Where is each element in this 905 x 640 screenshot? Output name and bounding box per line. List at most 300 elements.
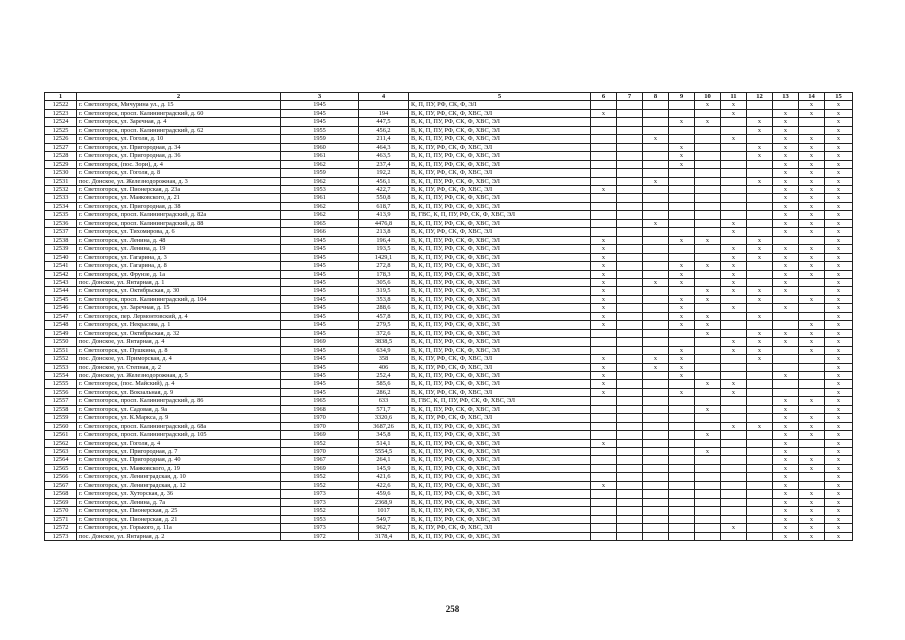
record-id-cell: 12564 — [45, 456, 77, 464]
mark-cell-col-6 — [591, 346, 617, 354]
mark-cell-col-9: x — [669, 262, 695, 270]
mark-cell-col-13: x — [773, 143, 799, 151]
table-row — [45, 152, 853, 160]
mark-cell-col-13: x — [773, 532, 799, 540]
mark-cell-col-14: x — [799, 185, 825, 193]
mark-cell-col-8 — [643, 109, 669, 117]
mark-cell-col-15: x — [825, 371, 853, 379]
page-number: 258 — [445, 604, 460, 614]
mark-cell-col-12 — [747, 228, 773, 236]
column-header: 9 — [669, 93, 695, 101]
mark-cell-col-6 — [591, 397, 617, 405]
mark-cell-col-7 — [617, 109, 643, 117]
mark-cell-col-14 — [799, 278, 825, 286]
record-id-cell: 12569 — [45, 498, 77, 506]
record-id-cell: 12531 — [45, 177, 77, 185]
year-built-cell: 1945 — [281, 312, 359, 320]
area-cell: 456,2 — [359, 126, 409, 134]
mark-cell-col-10 — [695, 228, 721, 236]
mark-cell-col-6: x — [591, 380, 617, 388]
table-row — [45, 109, 853, 117]
mark-cell-col-8 — [643, 126, 669, 134]
mark-cell-col-6 — [591, 338, 617, 346]
mark-cell-col-12 — [747, 371, 773, 379]
mark-cell-col-15: x — [825, 515, 853, 523]
mark-cell-col-14 — [799, 481, 825, 489]
mark-cell-col-12 — [747, 169, 773, 177]
record-id-cell: 12558 — [45, 405, 77, 413]
year-built-cell: 1962 — [281, 160, 359, 168]
mark-cell-col-9: x — [669, 304, 695, 312]
address-cell: г. Светлогорск, ул. Садовая, д. 9а — [77, 405, 281, 413]
mark-cell-col-14: x — [799, 346, 825, 354]
mark-cell-col-6 — [591, 329, 617, 337]
mark-cell-col-10: x — [695, 448, 721, 456]
year-built-cell: 1969 — [281, 431, 359, 439]
area-cell: 962,7 — [359, 524, 409, 532]
record-id-cell: 12540 — [45, 253, 77, 261]
mark-cell-col-14: x — [799, 160, 825, 168]
address-cell: г. Светлогорск, просп. Калининградский, д. 82а — [77, 211, 281, 219]
area-cell: 211,4 — [359, 135, 409, 143]
mark-cell-col-8 — [643, 321, 669, 329]
mark-cell-col-6 — [591, 177, 617, 185]
mark-cell-col-12 — [747, 363, 773, 371]
mark-cell-col-10 — [695, 515, 721, 523]
systems-cell: В, К, П, ПУ, РФ, СК, Ф, ХВС, ЭЛ — [409, 152, 591, 160]
table-row — [45, 135, 853, 143]
table-row — [45, 278, 853, 286]
mark-cell-col-14: x — [799, 464, 825, 472]
mark-cell-col-12 — [747, 498, 773, 506]
mark-cell-col-7 — [617, 143, 643, 151]
area-cell: 422,6 — [359, 481, 409, 489]
year-built-cell: 1953 — [281, 515, 359, 523]
mark-cell-col-12: x — [747, 236, 773, 244]
area-cell: 571,7 — [359, 405, 409, 413]
mark-cell-col-12: x — [747, 422, 773, 430]
area-cell: 213,8 — [359, 228, 409, 236]
mark-cell-col-13: x — [773, 498, 799, 506]
mark-cell-col-14: x — [799, 422, 825, 430]
mark-cell-col-7 — [617, 498, 643, 506]
mark-cell-col-15: x — [825, 414, 853, 422]
mark-cell-col-10 — [695, 211, 721, 219]
table-row — [45, 287, 853, 295]
record-id-cell: 12526 — [45, 135, 77, 143]
area-cell: 305,6 — [359, 278, 409, 286]
mark-cell-col-13 — [773, 363, 799, 371]
mark-cell-col-6: x — [591, 270, 617, 278]
mark-cell-col-9 — [669, 448, 695, 456]
mark-cell-col-8 — [643, 397, 669, 405]
year-built-cell: 1960 — [281, 143, 359, 151]
systems-cell: В, К, ПУ, РФ, СК, Ф, ХВС, ЭЛ — [409, 169, 591, 177]
year-built-cell: 1966 — [281, 228, 359, 236]
systems-cell: В, К, П, ПУ, РФ, СК, Ф, ХВС, ЭЛ — [409, 431, 591, 439]
address-cell: г. Светлогорск, ул. Ленина, д. 19 — [77, 245, 281, 253]
record-id-cell: 12544 — [45, 287, 77, 295]
mark-cell-col-8 — [643, 346, 669, 354]
mark-cell-col-9 — [669, 490, 695, 498]
mark-cell-col-9: x — [669, 118, 695, 126]
mark-cell-col-9 — [669, 101, 695, 109]
mark-cell-col-6 — [591, 507, 617, 515]
systems-cell: В, К, П, ПУ, РФ, СК, Ф, ХВС, ЭЛ — [409, 312, 591, 320]
mark-cell-col-10 — [695, 498, 721, 506]
mark-cell-col-9 — [669, 219, 695, 227]
mark-cell-col-13: x — [773, 405, 799, 413]
mark-cell-col-15: x — [825, 431, 853, 439]
systems-cell: В, К, П, ПУ, РФ, СК, Ф, ХВС, ЭЛ — [409, 371, 591, 379]
year-built-cell: 1969 — [281, 338, 359, 346]
year-built-cell: 1945 — [281, 245, 359, 253]
mark-cell-col-15: x — [825, 194, 853, 202]
mark-cell-col-14 — [799, 304, 825, 312]
mark-cell-col-13: x — [773, 135, 799, 143]
area-cell: 194 — [359, 109, 409, 117]
record-id-cell: 12559 — [45, 414, 77, 422]
mark-cell-col-11: x — [721, 422, 747, 430]
address-cell: г. Светлогорск, ул. Октябрьская, д. 30 — [77, 287, 281, 295]
year-built-cell: 1945 — [281, 236, 359, 244]
mark-cell-col-8 — [643, 118, 669, 126]
address-cell: г. Светлогорск, ул. Фрунзе, д. 1а — [77, 270, 281, 278]
mark-cell-col-12 — [747, 160, 773, 168]
mark-cell-col-12 — [747, 194, 773, 202]
mark-cell-col-9 — [669, 185, 695, 193]
area-cell: 178,3 — [359, 270, 409, 278]
mark-cell-col-11: x — [721, 380, 747, 388]
mark-cell-col-13: x — [773, 397, 799, 405]
mark-cell-col-10 — [695, 270, 721, 278]
systems-cell: В, К, П, ПУ, РФ, СК, Ф, ХВС, ЭЛ — [409, 464, 591, 472]
mark-cell-col-9 — [669, 397, 695, 405]
mark-cell-col-8 — [643, 388, 669, 396]
mark-cell-col-14: x — [799, 262, 825, 270]
year-built-cell: 1972 — [281, 532, 359, 540]
table-row — [45, 448, 853, 456]
mark-cell-col-6 — [591, 464, 617, 472]
year-built-cell: 1945 — [281, 304, 359, 312]
mark-cell-col-9 — [669, 177, 695, 185]
mark-cell-col-11 — [721, 414, 747, 422]
mark-cell-col-13 — [773, 388, 799, 396]
mark-cell-col-10 — [695, 355, 721, 363]
mark-cell-col-15: x — [825, 388, 853, 396]
mark-cell-col-9: x — [669, 236, 695, 244]
address-cell: г. Светлогорск, ул. Пригородная, д. 7 — [77, 448, 281, 456]
address-cell: г. Светлогорск, ул. Гоголя, д. 4 — [77, 439, 281, 447]
table-row — [45, 431, 853, 439]
mark-cell-col-7 — [617, 169, 643, 177]
systems-cell: В, ГВС, К, П, ПУ, РФ, СК, Ф, ХВС, ЭЛ — [409, 397, 591, 405]
column-header: 10 — [695, 93, 721, 101]
mark-cell-col-13: x — [773, 439, 799, 447]
area-cell: 456,1 — [359, 177, 409, 185]
mark-cell-col-15: x — [825, 245, 853, 253]
mark-cell-col-12 — [747, 532, 773, 540]
mark-cell-col-10 — [695, 422, 721, 430]
mark-cell-col-12: x — [747, 355, 773, 363]
address-cell: г. Светлогорск, просп. Калининградский, д. 86 — [77, 397, 281, 405]
mark-cell-col-8 — [643, 194, 669, 202]
record-id-cell: 12525 — [45, 126, 77, 134]
area-cell: 618,7 — [359, 202, 409, 210]
area-cell: 447,5 — [359, 118, 409, 126]
mark-cell-col-8 — [643, 473, 669, 481]
table-row — [45, 270, 853, 278]
mark-cell-col-15: x — [825, 262, 853, 270]
mark-cell-col-7 — [617, 397, 643, 405]
mark-cell-col-8 — [643, 228, 669, 236]
mark-cell-col-15: x — [825, 524, 853, 532]
area-cell: 264,1 — [359, 456, 409, 464]
mark-cell-col-6: x — [591, 278, 617, 286]
mark-cell-col-13 — [773, 101, 799, 109]
mark-cell-col-10: x — [695, 405, 721, 413]
mark-cell-col-9: x — [669, 355, 695, 363]
mark-cell-col-10 — [695, 160, 721, 168]
year-built-cell: 1945 — [281, 278, 359, 286]
mark-cell-col-13: x — [773, 507, 799, 515]
mark-cell-col-7 — [617, 185, 643, 193]
mark-cell-col-15: x — [825, 202, 853, 210]
area-cell: 237,4 — [359, 160, 409, 168]
systems-cell: В, К, П, ПУ, РФ, СК, Ф, ХВС, ЭЛ — [409, 219, 591, 227]
table-row — [45, 126, 853, 134]
mark-cell-col-8 — [643, 185, 669, 193]
address-cell: г. Светлогорск, ул. Пионерская, д. 23а — [77, 185, 281, 193]
systems-cell: В, К, П, ПУ, РФ, СК, Ф, ХВС, ЭЛ — [409, 135, 591, 143]
mark-cell-col-6: x — [591, 321, 617, 329]
mark-cell-col-12: x — [747, 287, 773, 295]
year-built-cell: 1959 — [281, 169, 359, 177]
record-id-cell: 12563 — [45, 448, 77, 456]
area-cell: 413,9 — [359, 211, 409, 219]
column-header: 4 — [359, 93, 409, 101]
year-built-cell: 1973 — [281, 524, 359, 532]
mark-cell-col-10: x — [695, 287, 721, 295]
mark-cell-col-12: x — [747, 312, 773, 320]
mark-cell-col-13: x — [773, 160, 799, 168]
mark-cell-col-13: x — [773, 338, 799, 346]
mark-cell-col-6 — [591, 135, 617, 143]
mark-cell-col-11 — [721, 448, 747, 456]
mark-cell-col-6 — [591, 202, 617, 210]
mark-cell-col-13: x — [773, 278, 799, 286]
mark-cell-col-15: x — [825, 109, 853, 117]
year-built-cell: 1968 — [281, 405, 359, 413]
mark-cell-col-11 — [721, 473, 747, 481]
area-cell: 634,9 — [359, 346, 409, 354]
mark-cell-col-14: x — [799, 507, 825, 515]
mark-cell-col-10 — [695, 481, 721, 489]
mark-cell-col-8 — [643, 532, 669, 540]
mark-cell-col-11: x — [721, 287, 747, 295]
record-id-cell: 12552 — [45, 355, 77, 363]
systems-cell: В, К, П, ПУ, РФ, СК, Ф, ХВС, ЭЛ — [409, 202, 591, 210]
address-cell: г. Светлогорск, ул. Пионерская, д. 25 — [77, 507, 281, 515]
systems-cell: В, К, П, ПУ, РФ, СК, Ф, ХВС, ЭЛ — [409, 253, 591, 261]
mark-cell-col-8 — [643, 211, 669, 219]
record-id-cell: 12530 — [45, 169, 77, 177]
table-row — [45, 169, 853, 177]
mark-cell-col-14: x — [799, 515, 825, 523]
address-cell: пос. Донское, ул. Железнодорожная, д. 5 — [77, 371, 281, 379]
mark-cell-col-10 — [695, 304, 721, 312]
address-cell: г. Светлогорск, ул. Ленинградская, д. 12 — [77, 481, 281, 489]
mark-cell-col-13: x — [773, 152, 799, 160]
mark-cell-col-8 — [643, 456, 669, 464]
mark-cell-col-8 — [643, 202, 669, 210]
table-row — [45, 211, 853, 219]
mark-cell-col-14: x — [799, 456, 825, 464]
mark-cell-col-13: x — [773, 448, 799, 456]
year-built-cell: 1952 — [281, 473, 359, 481]
mark-cell-col-15: x — [825, 169, 853, 177]
systems-cell: В, К, П, ПУ, РФ, СК, Ф, ХВС, ЭЛ — [409, 295, 591, 303]
mark-cell-col-8: x — [643, 135, 669, 143]
mark-cell-col-10 — [695, 371, 721, 379]
mark-cell-col-14: x — [799, 414, 825, 422]
mark-cell-col-12: x — [747, 245, 773, 253]
mark-cell-col-7 — [617, 464, 643, 472]
mark-cell-col-15: x — [825, 185, 853, 193]
mark-cell-col-9 — [669, 135, 695, 143]
mark-cell-col-11 — [721, 456, 747, 464]
mark-cell-col-6 — [591, 219, 617, 227]
record-id-cell: 12567 — [45, 481, 77, 489]
record-id-cell: 12560 — [45, 422, 77, 430]
mark-cell-col-9: x — [669, 278, 695, 286]
record-id-cell: 12566 — [45, 473, 77, 481]
mark-cell-col-13: x — [773, 126, 799, 134]
mark-cell-col-8 — [643, 152, 669, 160]
address-cell: г. Светлогорск, ул. Пригородная, д. 36 — [77, 152, 281, 160]
mark-cell-col-11 — [721, 126, 747, 134]
mark-cell-col-11 — [721, 355, 747, 363]
mark-cell-col-8 — [643, 253, 669, 261]
systems-cell: В, К, ПУ, РФ, СК, Ф, ХВС, ЭЛ — [409, 388, 591, 396]
mark-cell-col-13: x — [773, 253, 799, 261]
mark-cell-col-6 — [591, 498, 617, 506]
mark-cell-col-14 — [799, 405, 825, 413]
mark-cell-col-15: x — [825, 101, 853, 109]
mark-cell-col-13: x — [773, 515, 799, 523]
address-cell: г. Светлогорск, ул. Некрасова, д. 1 — [77, 321, 281, 329]
address-cell: г. Светлогорск, ул. Гоголя, д. 10 — [77, 135, 281, 143]
area-cell: 1429,1 — [359, 253, 409, 261]
mark-cell-col-12 — [747, 211, 773, 219]
mark-cell-col-9 — [669, 405, 695, 413]
mark-cell-col-12: x — [747, 346, 773, 354]
record-id-cell: 12551 — [45, 346, 77, 354]
record-id-cell: 12546 — [45, 304, 77, 312]
housing-register-table — [44, 92, 853, 541]
year-built-cell: 1973 — [281, 498, 359, 506]
mark-cell-col-11 — [721, 532, 747, 540]
mark-cell-col-6: x — [591, 312, 617, 320]
mark-cell-col-8: x — [643, 219, 669, 227]
mark-cell-col-12 — [747, 262, 773, 270]
mark-cell-col-14: x — [799, 490, 825, 498]
mark-cell-col-8: x — [643, 363, 669, 371]
mark-cell-col-7 — [617, 126, 643, 134]
mark-cell-col-15: x — [825, 490, 853, 498]
mark-cell-col-11: x — [721, 245, 747, 253]
mark-cell-col-6 — [591, 532, 617, 540]
mark-cell-col-10 — [695, 135, 721, 143]
mark-cell-col-11 — [721, 507, 747, 515]
mark-cell-col-10 — [695, 245, 721, 253]
mark-cell-col-12: x — [747, 253, 773, 261]
mark-cell-col-15: x — [825, 228, 853, 236]
record-id-cell: 12573 — [45, 532, 77, 540]
mark-cell-col-9 — [669, 507, 695, 515]
area-cell: 345,8 — [359, 431, 409, 439]
year-built-cell: 1945 — [281, 270, 359, 278]
mark-cell-col-8 — [643, 329, 669, 337]
year-built-cell: 1952 — [281, 481, 359, 489]
record-id-cell: 12553 — [45, 363, 77, 371]
mark-cell-col-7 — [617, 321, 643, 329]
mark-cell-col-10 — [695, 253, 721, 261]
mark-cell-col-14: x — [799, 253, 825, 261]
mark-cell-col-12: x — [747, 152, 773, 160]
record-id-cell: 12538 — [45, 236, 77, 244]
table-row — [45, 405, 853, 413]
year-built-cell: 1967 — [281, 456, 359, 464]
year-built-cell: 1962 — [281, 202, 359, 210]
systems-cell: В, К, П, ПУ, РФ, СК, Ф, ХВС, ЭЛ — [409, 338, 591, 346]
area-cell: 286,2 — [359, 388, 409, 396]
mark-cell-col-15: x — [825, 312, 853, 320]
address-cell: г. Светлогорск, ул. Пушкина, д. 8 — [77, 346, 281, 354]
year-built-cell: 1945 — [281, 101, 359, 109]
record-id-cell: 12534 — [45, 202, 77, 210]
mark-cell-col-14: x — [799, 101, 825, 109]
mark-cell-col-15: x — [825, 507, 853, 515]
mark-cell-col-11 — [721, 236, 747, 244]
mark-cell-col-11 — [721, 152, 747, 160]
table-row — [45, 219, 853, 227]
mark-cell-col-7 — [617, 439, 643, 447]
record-id-cell: 12570 — [45, 507, 77, 515]
mark-cell-col-13: x — [773, 524, 799, 532]
mark-cell-col-9 — [669, 414, 695, 422]
mark-cell-col-13: x — [773, 118, 799, 126]
mark-cell-col-15: x — [825, 380, 853, 388]
mark-cell-col-14: x — [799, 532, 825, 540]
mark-cell-col-15: x — [825, 448, 853, 456]
record-id-cell: 12545 — [45, 295, 77, 303]
mark-cell-col-13: x — [773, 456, 799, 464]
mark-cell-col-12 — [747, 101, 773, 109]
systems-cell: В, К, П, ПУ, РФ, СК, Ф, ХВС, ЭЛ — [409, 515, 591, 523]
mark-cell-col-11: x — [721, 262, 747, 270]
mark-cell-col-14: x — [799, 245, 825, 253]
mark-cell-col-10: x — [695, 262, 721, 270]
systems-cell: В, К, ПУ, РФ, СК, Ф, ХВС, ЭЛ — [409, 524, 591, 532]
mark-cell-col-12: x — [747, 126, 773, 134]
mark-cell-col-13: x — [773, 228, 799, 236]
mark-cell-col-9 — [669, 481, 695, 489]
mark-cell-col-10 — [695, 524, 721, 532]
mark-cell-col-10 — [695, 397, 721, 405]
table-row — [45, 515, 853, 523]
mark-cell-col-9 — [669, 515, 695, 523]
